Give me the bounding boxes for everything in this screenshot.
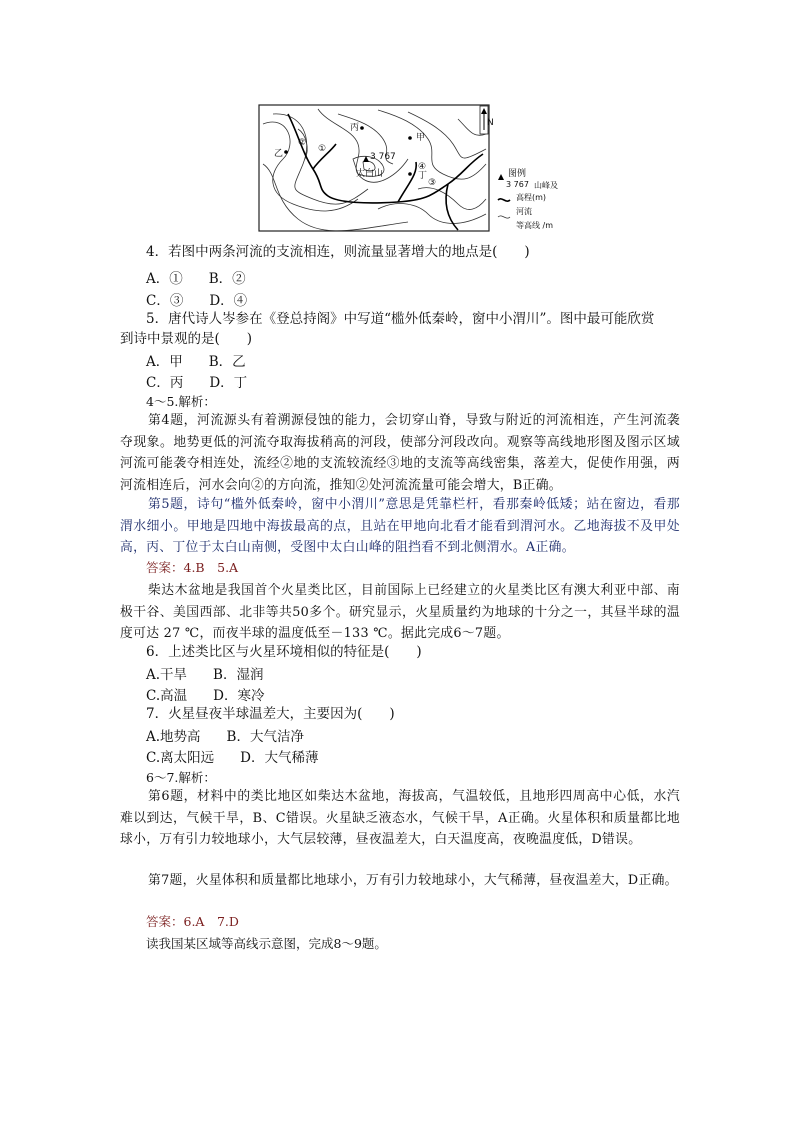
q7-options-row2 [146, 746, 318, 766]
question-7-stem: 7．火星昼夜半球温差大，主要因为( ) [146, 706, 395, 722]
map-label-1: ① [318, 144, 327, 154]
question-5-stem-line1: 5．唐代诗人岑参在《登总持阁》中写道“槛外低秦岭，窗中小渭川”。图中最可能欣赏 [146, 311, 655, 327]
map-label-3: ③ [428, 178, 437, 188]
q4-options-row1 [146, 267, 246, 287]
map-label-yi: 乙 [274, 149, 284, 159]
q6-option-c: C.高温 [146, 688, 188, 704]
analysis-4-paragraph: 第4题，河流源头有着溯源侵蚀的能力，会切穿山脊，导致与附近的河流相连，产生河流袭夺现象。地势更低的河流夺取海拔稍高的河段，使部分河段改向。观察等高线地形图及图示区域河流可能袭夺相连处，流经②地的支流较流经③地的支流等高线密集，落差大，促使作用强，两河流相连后，河水会向②的方向流，推知②处河流流量可能会增大，B正确。 [120, 413, 680, 493]
question-4-stem: 4．若图中两条河流的支流相连，则流量显著增大的地点是( ) [146, 244, 530, 260]
legend-title: 图例 [508, 169, 527, 179]
contour-map [258, 104, 558, 234]
q5-option-a: A．甲 [146, 354, 183, 370]
q7-option-b: B．大气洁净 [226, 729, 304, 745]
q5-options-row1 [146, 350, 246, 370]
q6-option-b: B．湿润 [213, 667, 264, 683]
q5-option-b: B．乙 [208, 354, 246, 370]
question-5-stem-line2: 到诗中景观的是( ) [120, 331, 253, 347]
analysis-6-paragraph: 第6题，材料中的类比地区如柴达木盆地，海拔高，气温较低，且地形四周高中心低，水汽难以到达，气候干旱，B、C错误。火星缺乏液态水，气候干旱，A正确。火星体积和质量都比地球小，万有引力较地球小，大气层较薄，昼夜温差大，白天温度高，夜晚温度低，D错误。 [120, 789, 680, 847]
q4-option-b: B．② [208, 271, 246, 287]
legend-peak-label: 山峰及 [534, 181, 558, 190]
q7-option-c: C.离太阳远 [146, 750, 215, 766]
answer-4-5: 答案：4.B 5.A [146, 560, 239, 575]
legend-river: 河流 [516, 207, 532, 216]
q4-option-d: D．④ [209, 293, 248, 309]
q4-option-c: C．③ [146, 293, 184, 309]
analysis-6-7-title: 6～7.解析： [146, 770, 216, 785]
q6-option-a: A.干旱 [146, 667, 188, 683]
legend-contour: 等高线 /m [516, 221, 554, 230]
q4-options-row2 [146, 289, 247, 309]
q4-option-a: A．① [146, 271, 183, 287]
analysis-5-paragraph: 第5题，诗句“槛外低秦岭，窗中小渭川”意思是凭靠栏杆，看那秦岭低矮；站在窗边，看那渭水细小。甲地是四地中海拔最高的点，且站在甲地向北看才能看到渭河水。乙地海拔不及甲处高，丙、丁位于太白山南侧，受图中太白山峰的阻挡看不到北侧渭水。A正确。 [120, 497, 680, 555]
q5-option-d: D．丁 [209, 375, 248, 391]
q6-options-row2 [146, 684, 264, 704]
q6-option-d: D．寒冷 [213, 688, 265, 704]
peak-name: 太白山 [356, 169, 384, 179]
q7-options-row1 [146, 725, 304, 745]
north-label: N [487, 118, 494, 128]
intro-8-9: 读我国某区域等高线示意图，完成8～9题。 [146, 936, 387, 951]
map-label-4: ④ [418, 162, 427, 172]
map-label-jia: 甲 [416, 133, 426, 143]
intro-6-7: 柴达木盆地是我国首个火星类比区，目前国际上已经建立的火星类比区有澳大利亚中部、南极干谷、美国西部、北非等共50多个。研究显示，火星质量约为地球的十分之一，其昼半球的温度可达 27 ℃，而夜半球的温度低至－133 ℃。据此完成6～7题。 [120, 583, 680, 641]
analysis-4-5-title: 4～5.解析： [146, 394, 216, 409]
peak-elevation: 3 767 [370, 152, 396, 162]
answer-6-7: 答案：6.A 7.D [146, 914, 239, 929]
q5-options-row2 [146, 371, 247, 391]
q6-options-row1 [146, 663, 263, 683]
question-6-stem: 6．上述类比区与火星环境相似的特征是( ) [146, 644, 422, 660]
q7-option-a: A.地势高 [146, 729, 201, 745]
q5-option-c: C．丙 [146, 375, 184, 391]
q7-option-d: D．大气稀薄 [240, 750, 319, 766]
analysis-7-paragraph: 第7题，火星体积和质量都比地球小，万有引力较地球小，大气稀薄，昼夜温差大，D正确。 [148, 873, 678, 888]
legend-peak-label2: 高程(m) [516, 193, 547, 202]
map-label-ding: 丁 [418, 171, 428, 181]
map-label-2: ② [298, 138, 307, 148]
map-label-bing: 丙 [350, 123, 360, 133]
legend-peak-value: 3 767 [506, 180, 529, 189]
